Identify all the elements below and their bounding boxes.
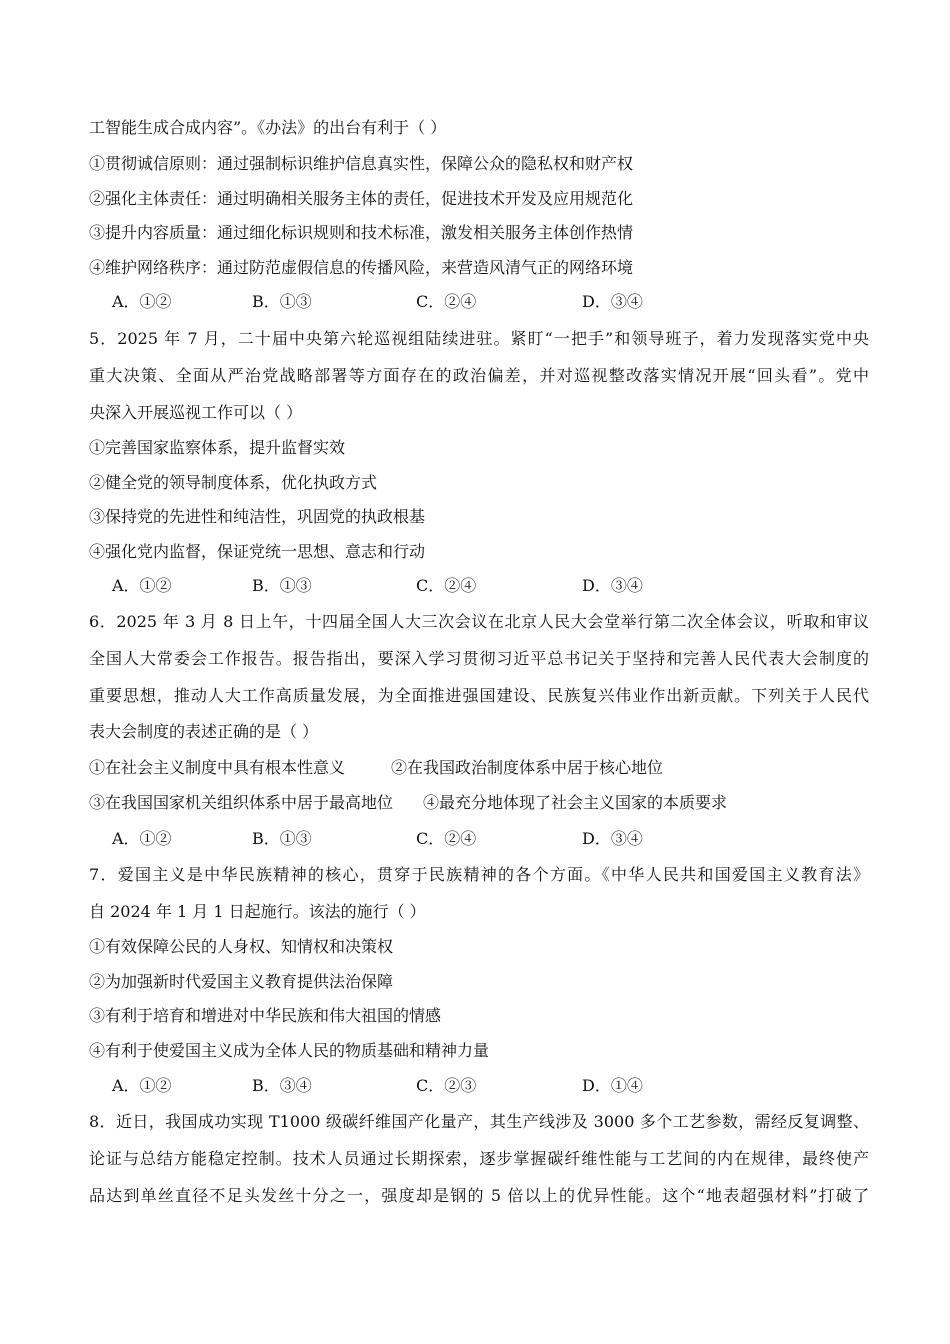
q5-stem-line-1: 5．2025 年 7 月，二十届中央第六轮巡视组陆续进驻。紧盯“一把手”和领导班子，着力发现落实党中央 xyxy=(89,329,869,348)
q5-stem-line-2: 重大决策、全面从严治党战略部署等方面存在的政治偏差，并对巡视整改落实情况开展“回头看”。党中 xyxy=(89,366,869,385)
q4-option-b[interactable]: B．①③ xyxy=(252,292,312,311)
q7-statement-3: ③有利于培育和增进对中华民族和伟大祖国的情感 xyxy=(89,1006,442,1025)
q5-option-c[interactable]: C．②④ xyxy=(416,576,477,595)
q6-statement-1: ①在社会主义制度中具有根本性意义 xyxy=(89,758,346,777)
q5-options xyxy=(112,575,672,597)
q4-lead: 工智能生成合成内容”。《办法》的出台有利于（ ） xyxy=(89,118,447,137)
q5-stem-line-3: 央深入开展巡视工作可以（ ） xyxy=(89,403,303,422)
q7-stem-line-1: 7．爱国主义是中华民族精神的核心，贯穿于民族精神的各个方面。《中华人民共和国爱国主义教育法》 xyxy=(89,865,869,884)
q6-statement-3: ③在我国国家机关组织体系中居于最高地位 xyxy=(89,793,394,812)
q5-option-a[interactable]: A．①② xyxy=(112,576,172,595)
q5-option-d[interactable]: D．③④ xyxy=(582,576,643,595)
q7-option-a[interactable]: A．①② xyxy=(112,1076,172,1095)
q4-statement-4: ④维护网络秩序：通过防范虚假信息的传播风险，来营造风清气正的网络环境 xyxy=(89,258,634,277)
q6-statements-row-2 xyxy=(89,792,869,814)
q5-option-b[interactable]: B．①③ xyxy=(252,576,312,595)
q6-statement-4: ④最充分地体现了社会主义国家的本质要求 xyxy=(423,793,728,812)
q7-statement-2: ②为加强新时代爱国主义教育提供法治保障 xyxy=(89,972,394,991)
q4-option-a[interactable]: A．①② xyxy=(112,292,172,311)
q6-stem-line-2: 全国人大常委会工作报告。报告指出，要深入学习贯彻习近平总书记关于坚持和完善人民代表大会制度的 xyxy=(89,649,869,668)
q7-statement-1: ①有效保障公民的人身权、知情权和决策权 xyxy=(89,937,394,956)
q4-option-c[interactable]: C．②④ xyxy=(416,292,477,311)
q4-options xyxy=(112,291,672,313)
q6-statements-row-1 xyxy=(89,757,869,779)
q6-stem-line-1: 6．2025 年 3 月 8 日上午，十四届全国人大三次会议在北京人民大会堂举行第二次全体会议，听取和审议 xyxy=(89,612,869,631)
q5-statement-3: ③保持党的先进性和纯洁性，巩固党的执政根基 xyxy=(89,507,426,526)
q8-stem-line-2: 论证与总结方能稳定控制。技术人员通过长期探索，逐步掌握碳纤维性能与工艺间的内在规律，最终使产 xyxy=(89,1149,869,1168)
q4-statement-3: ③提升内容质量：通过细化标识规则和技术标准，激发相关服务主体创作热情 xyxy=(89,223,634,242)
q8-stem-line-1: 8．近日，我国成功实现 T1000 级碳纤维国产化量产，其生产线涉及 3000 多个工艺参数，需经反复调整、 xyxy=(89,1112,869,1131)
q5-statement-4: ④强化党内监督，保证党统一思想、意志和行动 xyxy=(89,542,426,561)
q7-option-d[interactable]: D．①④ xyxy=(582,1076,643,1095)
q6-option-d[interactable]: D．③④ xyxy=(582,829,643,848)
q6-option-c[interactable]: C．②④ xyxy=(416,829,477,848)
q6-option-b[interactable]: B．①③ xyxy=(252,829,312,848)
q7-stem-line-2: 自 2024 年 1 月 1 日起施行。该法的施行（ ） xyxy=(89,902,426,921)
q6-statement-2: ②在我国政治制度体系中居于核心地位 xyxy=(391,758,664,777)
q5-statement-2: ②健全党的领导制度体系，优化执政方式 xyxy=(89,473,378,492)
q4-statement-2: ②强化主体责任：通过明确相关服务主体的责任，促进技术开发及应用规范化 xyxy=(89,189,634,208)
q7-option-c[interactable]: C．②③ xyxy=(416,1076,477,1095)
q8-stem-line-3: 品达到单丝直径不足头发丝十分之一，强度却是钢的 5 倍以上的优异性能。这个“地表超强材料”打破了 xyxy=(89,1186,869,1205)
q7-options xyxy=(112,1075,672,1097)
q7-statement-4: ④有利于使爱国主义成为全体人民的物质基础和精神力量 xyxy=(89,1041,490,1060)
q6-options xyxy=(112,828,672,850)
q4-statement-1: ①贯彻诚信原则：通过强制标识维护信息真实性，保障公众的隐私权和财产权 xyxy=(89,154,634,173)
q7-option-b[interactable]: B．③④ xyxy=(252,1076,312,1095)
q6-stem-line-3: 重要思想，推动人大工作高质量发展，为全面推进强国建设、民族复兴伟业作出新贡献。下列关于人民代 xyxy=(89,686,869,705)
q5-statement-1: ①完善国家监察体系，提升监督实效 xyxy=(89,438,346,457)
q6-option-a[interactable]: A．①② xyxy=(112,829,172,848)
q6-stem-line-4: 表大会制度的表述正确的是（ ） xyxy=(89,722,319,741)
q4-option-d[interactable]: D．③④ xyxy=(582,292,643,311)
